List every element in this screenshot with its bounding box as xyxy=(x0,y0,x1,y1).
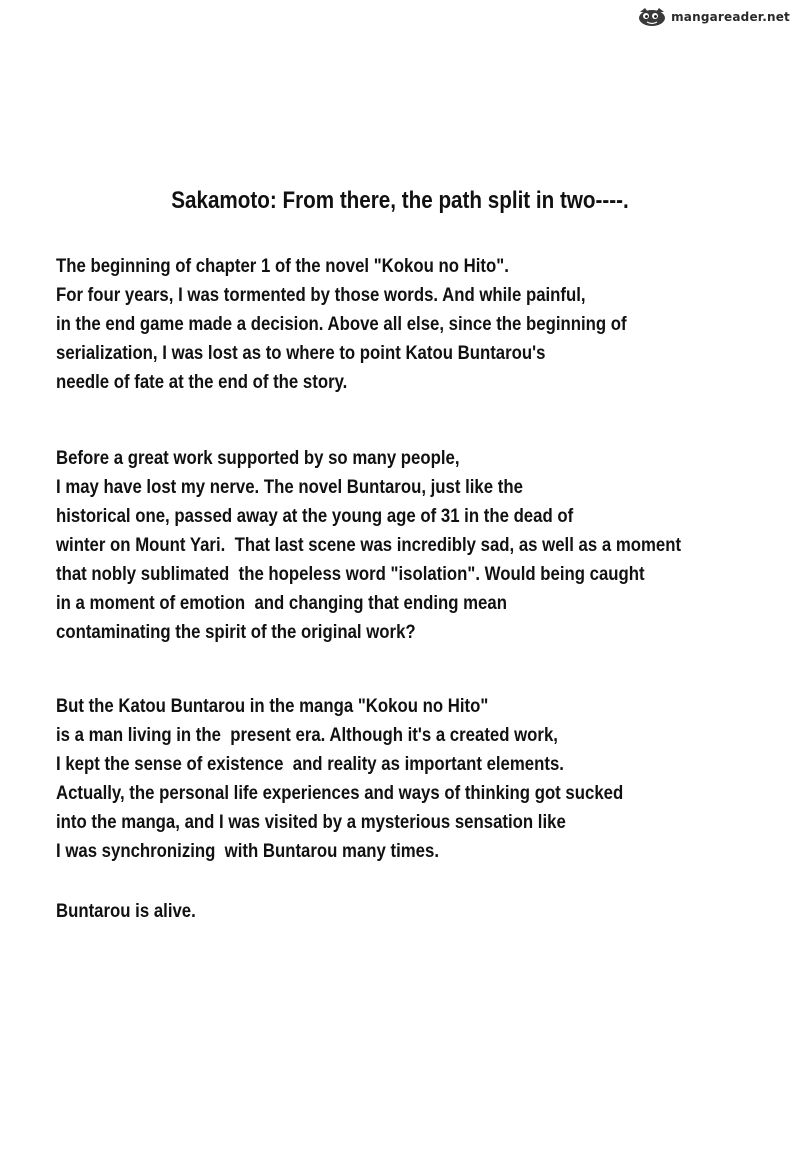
text-line: For four years, I was tormented by those words. And while painful, xyxy=(56,284,586,306)
text-line: I may have lost my nerve. The novel Buntarou, just like the xyxy=(56,476,523,498)
text-line: in the end game made a decision. Above all else, since the beginning of xyxy=(56,313,627,335)
watermark xyxy=(637,6,790,28)
text-line: Before a great work supported by so many people, xyxy=(56,447,460,469)
paragraph-3 xyxy=(56,692,744,866)
text-line: winter on Mount Yari. That last scene was incredibly sad, as well as a moment xyxy=(56,534,682,556)
paragraph-1 xyxy=(56,252,744,397)
text-line: Buntarou is alive. xyxy=(56,900,196,922)
text-line: is a man living in the present era. Although it's a created work, xyxy=(56,724,558,746)
text-line: I kept the sense of existence and reality as important elements. xyxy=(56,753,564,775)
paragraph-2 xyxy=(56,444,744,647)
text-line: But the Katou Buntarou in the manga "Kokou no Hito" xyxy=(56,695,489,717)
watermark-text: mangareader.net xyxy=(671,10,790,24)
page-heading: Sakamoto: From there, the path split in two----. xyxy=(171,187,629,214)
text-line: historical one, passed away at the young age of 31 in the dead of xyxy=(56,505,574,527)
mangareader-logo-icon xyxy=(637,6,667,28)
text-line: serialization, I was lost as to where to point Katou Buntarou's xyxy=(56,342,546,364)
text-line: The beginning of chapter 1 of the novel "Kokou no Hito". xyxy=(56,255,509,277)
text-line: contaminating the spirit of the original work? xyxy=(56,621,416,643)
text-line: into the manga, and I was visited by a mysterious sensation like xyxy=(56,811,566,833)
text-line: Actually, the personal life experiences and ways of thinking got sucked xyxy=(56,782,624,804)
paragraph-4 xyxy=(56,897,744,926)
text-line: in a moment of emotion and changing that ending mean xyxy=(56,592,507,614)
text-line: that nobly sublimated the hopeless word "isolation". Would being caught xyxy=(56,563,645,585)
text-line: needle of fate at the end of the story. xyxy=(56,371,348,393)
text-line: I was synchronizing with Buntarou many times. xyxy=(56,840,439,862)
